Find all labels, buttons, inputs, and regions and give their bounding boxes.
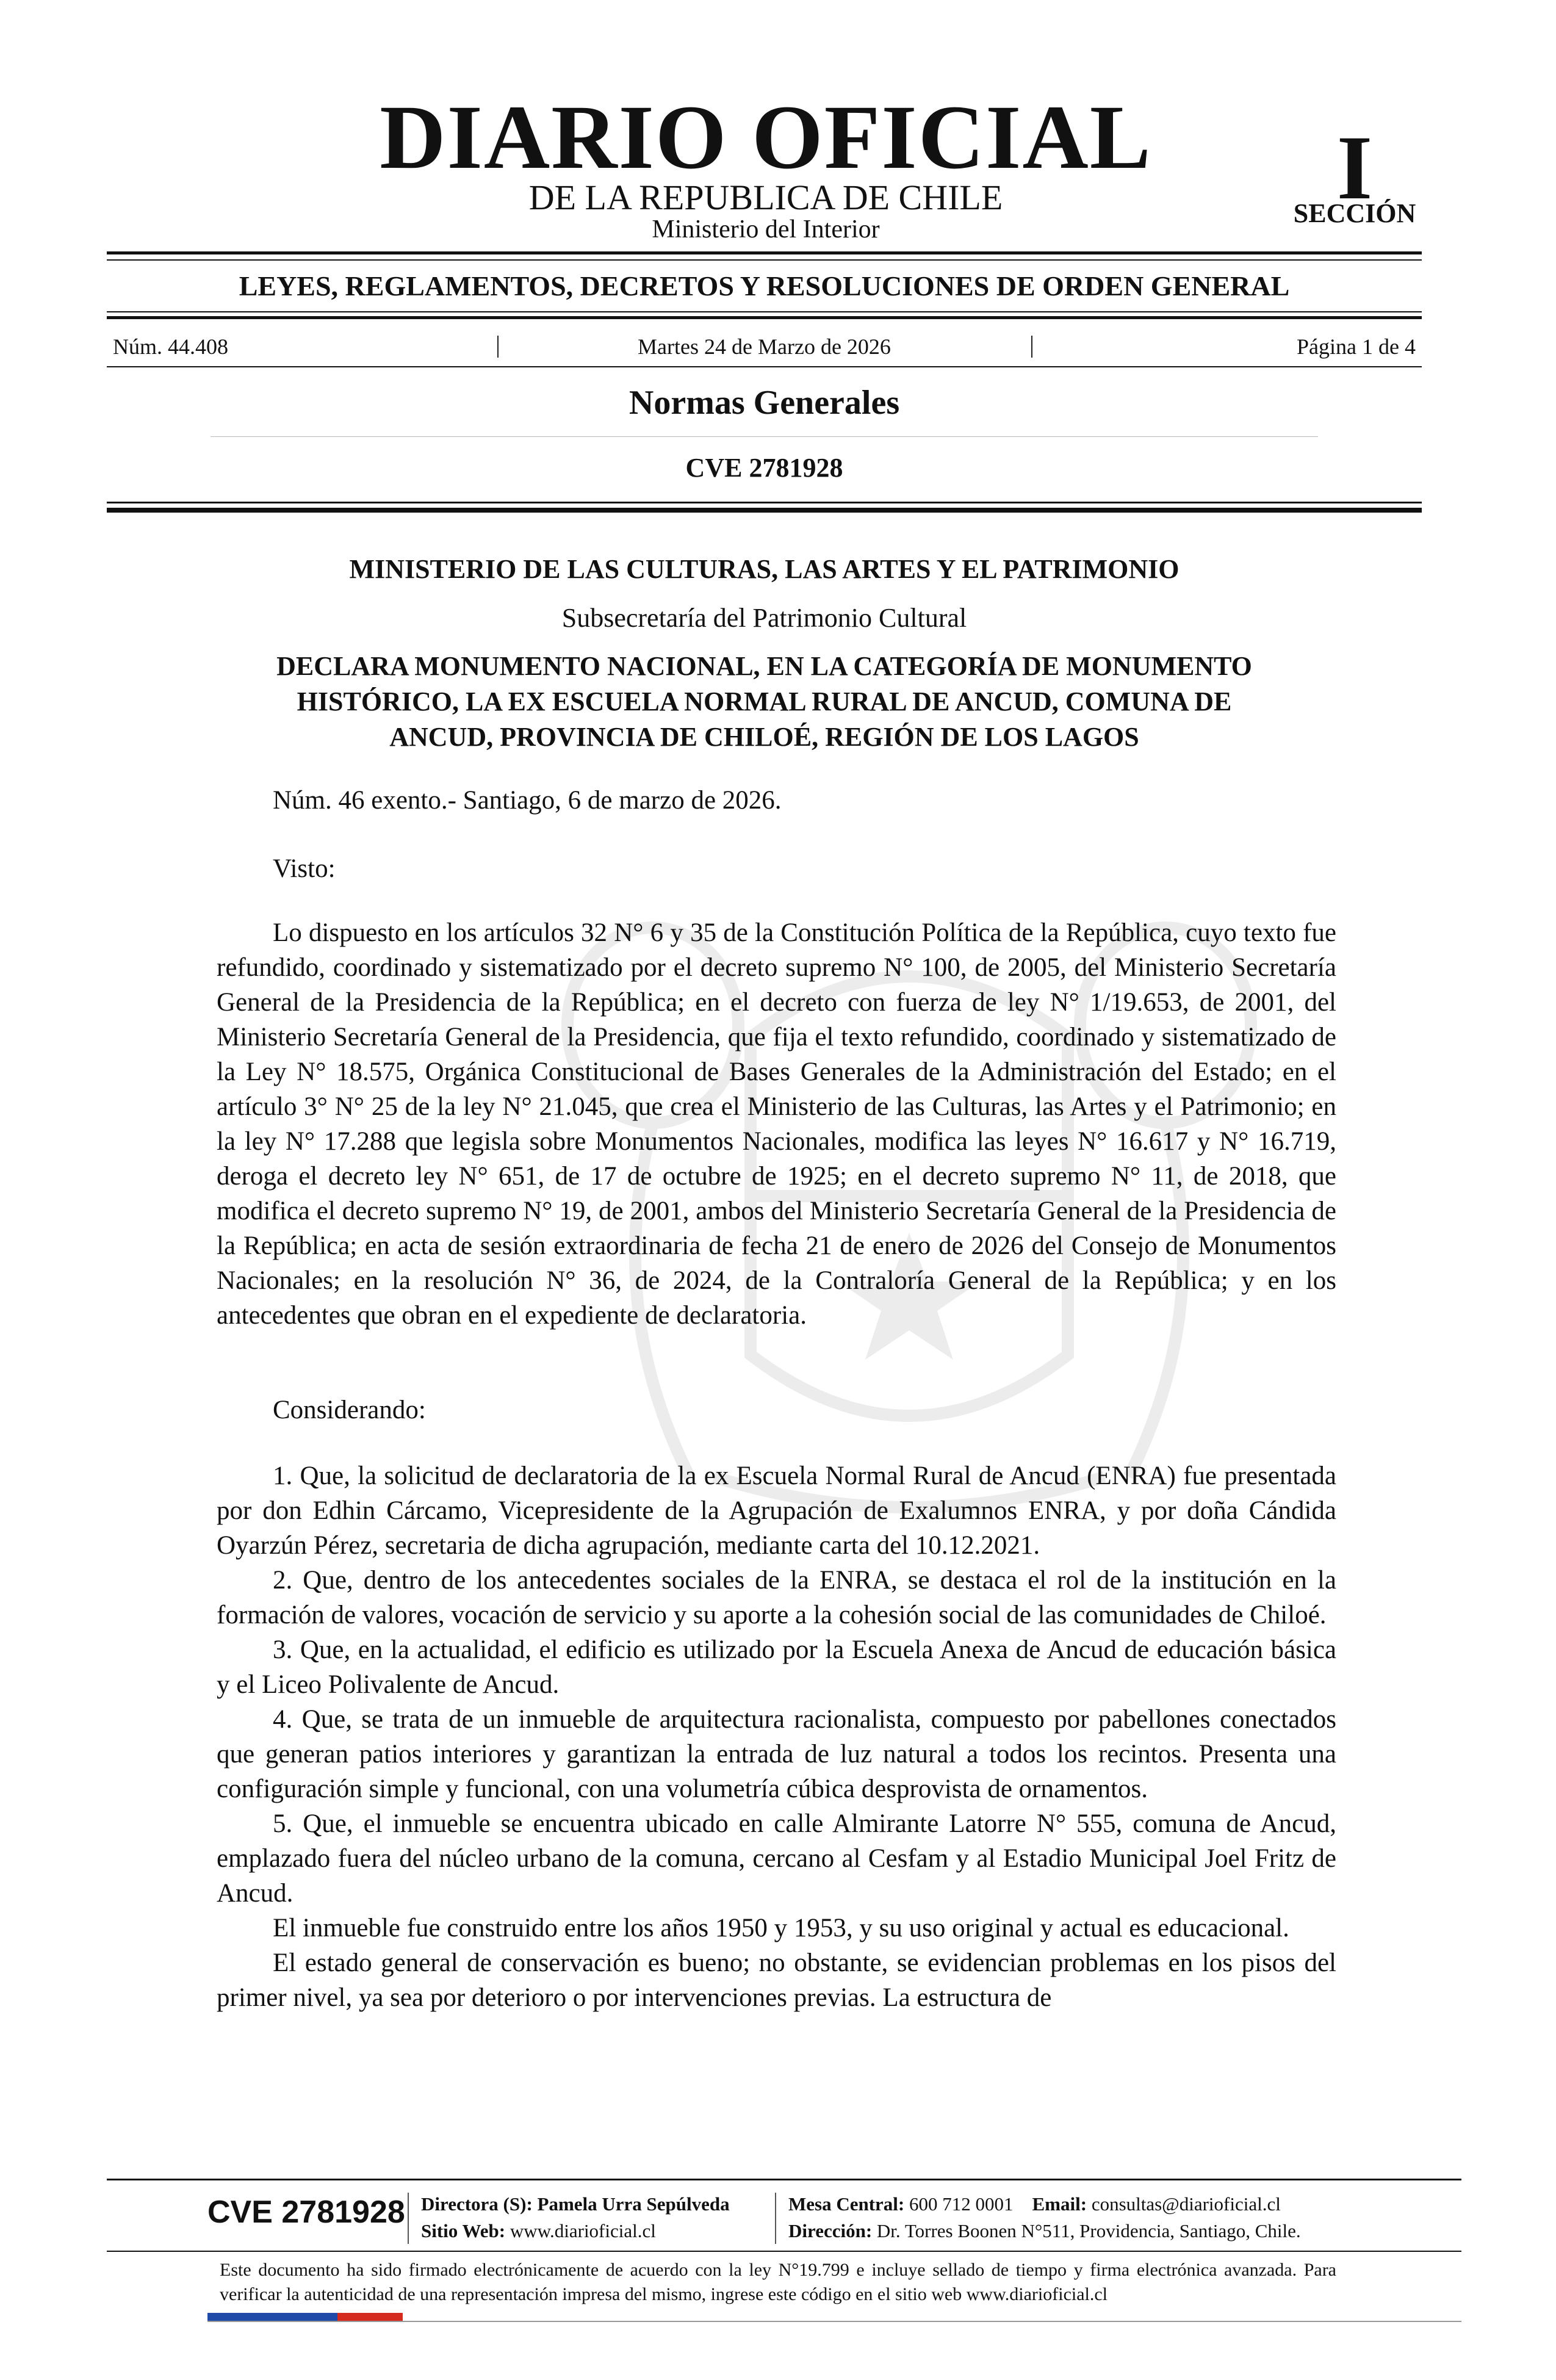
divider — [107, 316, 1422, 319]
footer-separator — [408, 2193, 409, 2244]
cve-code: CVE 2781928 — [685, 453, 843, 483]
masthead-ministry: Ministerio del Interior — [652, 215, 880, 243]
subsecretaria: Subsecretaría del Patrimonio Cultural — [561, 603, 967, 633]
flag-blue-stripe — [273, 2313, 338, 2321]
footer-contact-left — [421, 2191, 730, 2245]
paragraph: 2. Que, dentro de los antecedentes sociales de la ENRA, se destaca el rol de la institución en la formación de valores, vocación de servicio y su aporte a la cohesión social de las comunidades de Chiloé. — [217, 1566, 1336, 1629]
phone-number: 600 712 0001 — [909, 2193, 1014, 2215]
divider — [107, 508, 1422, 513]
paragraph: Lo dispuesto en los artículos 32 N° 6 y 35 de la Constitución Política de la República, cuyo texto fue refundido, coordinado y sistematizado por el decreto supremo N° 100, de 2005, del Ministerio Secretaría General de la Presidencia de la República; en el decreto con fuerza de ley N° 1/19.653, de 2001, del Ministerio Secretaría General de la Presidencia, que fija el texto refundido, coordinado y sistematizado de la Ley N° 18.575, Orgánica Constitucional de Bases Generales de la Administración del Estado; en el artículo 3° N° 25 de la ley N° 21.045, que crea el Ministerio de las Culturas, las Artes y el Patrimonio; en la ley N° 17.288 que legisla sobre Monumentos Nacionales, modifica las leyes N° 16.617 y N° 16.719, deroga el decreto ley N° 651, de 17 de octubre de 1925; en el decreto supremo N° 11, de 2018, que modifica el decreto supremo N° 19, de 2001, ambos del Ministerio Secretaría General de la Presidencia de la República; en acta de sesión extraordinaria de fecha 21 de enero de 2026 del Consejo de Monumentos Nacionales; en la resolución N° 36, de 2024, de la Contraloría General de la República; y en los antecedentes que obran en el expediente de declaratoria. — [217, 918, 1336, 1330]
paragraph: El inmueble fue construido entre los años 1950 y 1953, y su uso original y actual es educacional. — [273, 1914, 1289, 1942]
footer-contact-right — [788, 2191, 1301, 2245]
director-label: Directora (S): — [421, 2193, 533, 2215]
decree-title — [217, 649, 1312, 755]
website-link[interactable]: www.diarioficial.cl — [510, 2220, 656, 2241]
paragraph: 1. Que, la solicitud de declaratoria de la ex Escuela Normal Rural de Ancud (ENRA) fue presentada por don Edhin Cárcamo, Vicepresidente de la Agrupación de Exalumnos ENRA, y por doña Cándida Oyarzún Pérez, secretaria de dicha agrupación, mediante carta del 10.12.2021. — [217, 1462, 1336, 1560]
issuing-ministry: MINISTERIO DE LAS CULTURAS, LAS ARTES Y EL PATRIMONIO — [349, 554, 1180, 584]
divider — [107, 259, 1422, 261]
signature-disclaimer: Este documento ha sido firmado electrónicamente de acuerdo con la ley N°19.799 e incluye sellado de tiempo y firma electrónica avanzada. Para verificar la autenticidad de una representación impresa del mismo, ingrese este código en el sitio web www.diarioficial.cl — [220, 2260, 1336, 2304]
email-label: Email: — [1032, 2193, 1087, 2215]
divider — [211, 436, 1318, 437]
decree-title-line: ANCUD, PROVINCIA DE CHILOÉ, REGIÓN DE LOS LAGOS — [389, 722, 1139, 752]
paragraph: El estado general de conservación es bueno; no obstante, se evidencian problemas en los pisos del primer nivel, ya sea por deterioro o por intervenciones previas. La estructura de — [217, 1949, 1336, 2012]
issue-number: Núm. 44.408 — [113, 334, 228, 359]
flag-red-stripe — [337, 2313, 403, 2321]
footer-divider — [207, 2321, 1461, 2322]
address-label: Dirección: — [788, 2220, 873, 2241]
address: Dr. Torres Boonen N°511, Providencia, Santiago, Chile. — [876, 2220, 1301, 2241]
meta-separator — [1031, 336, 1032, 358]
director-name: Pamela Urra Sepúlveda — [537, 2193, 730, 2215]
paragraph: 5. Que, el inmueble se encuentra ubicado en calle Almirante Latorre N° 555, comuna de Ancud, emplazado fuera del núcleo urbano de la comuna, cercano al Cesfam y al Estadio Municipal Joel Fritz de Ancud. — [217, 1809, 1336, 1908]
decree-title-line: DECLARA MONUMENTO NACIONAL, EN LA CATEGORÍA DE MONUMENTO — [276, 651, 1252, 681]
section-label: SECCIÓN — [1293, 198, 1416, 228]
visto-label: Visto: — [273, 854, 336, 883]
flag-color-bar — [207, 2313, 403, 2321]
section-heading: LEYES, REGLAMENTOS, DECRETOS Y RESOLUCIONES DE ORDEN GENERAL — [239, 270, 1290, 301]
footer-divider — [107, 2179, 1461, 2180]
category-title: Normas Generales — [629, 384, 900, 422]
decree-number: Núm. 46 exento.- Santiago, 6 de marzo de 2026. — [273, 786, 782, 815]
considerando-label: Considerando: — [273, 1396, 426, 1424]
considerandos-list — [217, 1459, 1336, 2015]
masthead-title: DIARIO OFICIAL — [380, 87, 1152, 188]
masthead-subtitle: DE LA REPUBLICA DE CHILE — [528, 178, 1003, 217]
email-link[interactable]: consultas@diarioficial.cl — [1091, 2193, 1281, 2215]
footer-separator — [775, 2193, 776, 2244]
divider — [107, 251, 1422, 254]
footer-divider — [107, 2251, 1461, 2252]
divider — [107, 311, 1422, 312]
issue-date: Martes 24 de Marzo de 2026 — [638, 334, 891, 359]
divider — [107, 502, 1422, 503]
flag-blue-stripe — [207, 2313, 273, 2321]
issue-meta-row — [107, 330, 1422, 364]
section-numeral: I — [1336, 117, 1373, 218]
page-indicator: Página 1 de 4 — [1297, 334, 1416, 359]
web-label: Sitio Web: — [421, 2220, 506, 2241]
decree-title-line: HISTÓRICO, LA EX ESCUELA NORMAL RURAL DE ANCUD, COMUNA DE — [297, 687, 1232, 716]
paragraph: 4. Que, se trata de un inmueble de arquitectura racionalista, compuesto por pabellones conectados que generan patios interiores y garantizan la entrada de luz natural a todos los recintos. Presenta una configuración simple y funcional, con una volumetría cúbica desprovista de ornamentos. — [217, 1705, 1336, 1803]
footer-cve-code: CVE 2781928 — [207, 2194, 405, 2230]
paragraph: 3. Que, en la actualidad, el edificio es utilizado por la Escuela Anexa de Ancud de educación básica y el Liceo Polivalente de Ancud. — [217, 1635, 1336, 1699]
phone-label: Mesa Central: — [788, 2193, 905, 2215]
divider — [107, 366, 1422, 367]
visto-paragraph — [217, 915, 1336, 1333]
